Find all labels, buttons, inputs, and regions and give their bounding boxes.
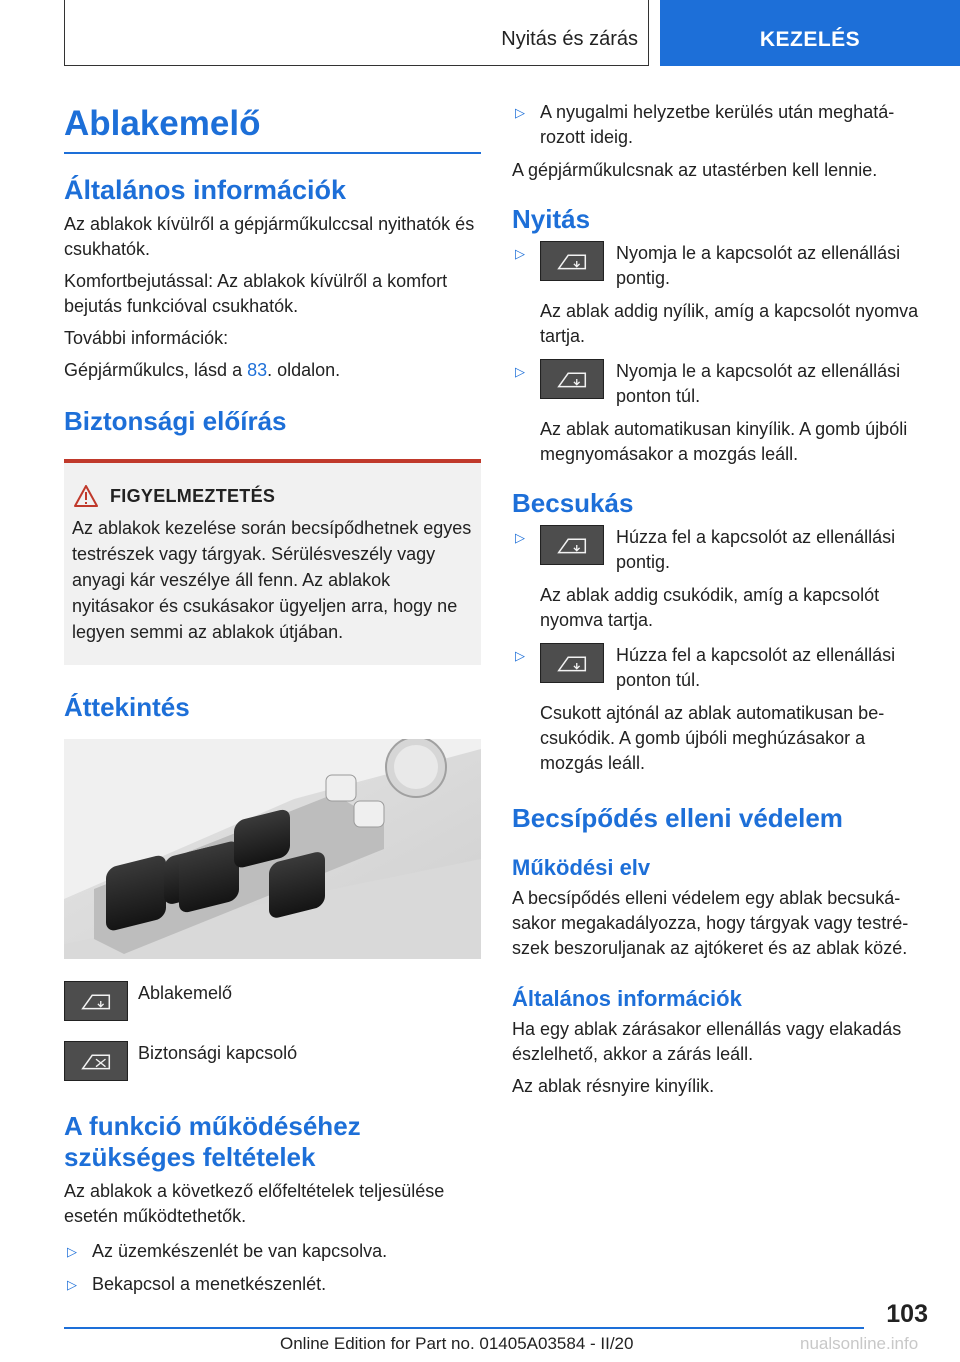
close-step-2-result-line3: mozgás leáll. <box>540 753 646 773</box>
page-title: Ablakemelő <box>64 100 481 154</box>
legend-window-lifter <box>64 981 481 1021</box>
open-step-1-text-line2: pontig. <box>616 268 671 288</box>
close-step-1-text-line1: Húzza fel a kapcsolót az ellenállási <box>616 527 896 547</box>
general-info-p2: Komfortbejutással: Az ablakok kívülről a komfort bejutás funkcióval csukhatók. <box>64 271 448 316</box>
close-step-1-main <box>540 525 932 575</box>
key-note: A gépjárműkulcsnak az utastérben kell lennie. <box>512 160 878 180</box>
requirement-item-3-line1: A nyugalmi helyzetbe kerülés után meghatá- <box>540 102 895 122</box>
warning-text: Az ablakok kezelése során becsípődhetnek egyes testrészek vagy tárgyak. Sérülésveszély vagy anyagi kár veszélye áll fenn. Az ablakok nyitásakor és csukásakor ügyeljen arra, hogy ne legyen semmi az ablakok útjában. <box>72 518 472 642</box>
open-step-2-text-line1: Nyomja le a kapcsolót az ellenállási <box>616 361 901 381</box>
safety-switch-icon <box>64 1041 128 1081</box>
requirement-item-3-line2: rozott ideig. <box>540 127 634 147</box>
requirements-heading <box>64 1111 481 1173</box>
window-lifter-icon <box>540 359 604 399</box>
requirement-item-3 <box>512 100 932 150</box>
close-step-1-result: Az ablak addig csukódik, amíg a kapcsolót nyomva tartja. <box>540 585 880 630</box>
opening-heading: Nyitás <box>512 204 591 234</box>
general-info-p3: További információk: <box>64 328 229 348</box>
general-info-heading: Általános információk <box>64 175 347 205</box>
window-lifter-icon <box>64 981 128 1021</box>
open-step-2-text-line2: ponton túl. <box>616 386 701 406</box>
footer-rule <box>64 1327 864 1329</box>
right-column <box>512 100 932 1099</box>
open-step-1-main <box>540 241 932 291</box>
close-step-1-content <box>540 525 932 633</box>
window-lifter-icon <box>540 525 604 565</box>
close-step-1-text-line2: pontig. <box>616 552 671 572</box>
warning-header <box>74 485 473 507</box>
open-step-2-result: Az ablak automatikusan kinyílik. A gomb újbóli megnyomásakor a mozgás leáll. <box>540 419 908 464</box>
general-info-2-p1: Ha egy ablak zárásakor ellenállás vagy elakadás észlelhető, akkor a zárás leáll. <box>512 1019 902 1064</box>
safety-heading: Biztonsági előírás <box>64 406 287 436</box>
general-info-p4 <box>64 358 481 383</box>
warning-title: FIGYELMEZTETÉS <box>110 485 276 506</box>
header-section-title: Nyitás és zárás <box>501 28 638 50</box>
close-step-2-text-line1: Húzza fel a kapcsolót az ellenállási <box>616 645 896 665</box>
warning-triangle-icon <box>74 485 98 507</box>
requirements-heading-line1: A funkció működéséhez <box>64 1111 361 1141</box>
page-number: 103 <box>886 1300 928 1328</box>
general-info-p4-suffix: . oldalon. <box>267 360 341 380</box>
legend-window-lifter-label: Ablakemelő <box>138 983 233 1003</box>
bullet-triangle-icon: ▷ <box>67 1277 77 1292</box>
open-step-2-text <box>616 359 932 409</box>
pinch-protection-heading: Becsípődés elleni védelem <box>512 803 843 833</box>
overview-heading: Áttekintés <box>64 692 190 722</box>
warning-box <box>64 459 481 665</box>
header-section-box <box>64 0 649 66</box>
open-step-1-text <box>616 241 932 291</box>
bullet-triangle-icon: ▷ <box>515 648 525 663</box>
requirements-text: Az ablakok a következő előfeltételek teljesülése esetén működtethetők. <box>64 1181 445 1226</box>
principle-text: A becsípődés elleni védelem egy ablak becsukásakor megakadályozza, hogy tárgyak vagy testrészek beszoruljanak az ajtókeret és az ablak közé. <box>512 888 909 958</box>
header-chapter-label: KEZELÉS <box>759 28 861 51</box>
bullet-triangle-icon: ▷ <box>67 1244 77 1259</box>
close-step-2-result-line2: csukódik. A gomb újbóli meghúzásakor a <box>540 728 866 748</box>
open-step-2 <box>512 359 932 467</box>
requirement-item-2 <box>64 1272 481 1297</box>
general-info-2-p2: Az ablak résnyire kinyílik. <box>512 1076 715 1096</box>
legend-safety-switch <box>64 1041 481 1081</box>
requirement-item-3-text <box>540 100 894 150</box>
window-lifter-icon <box>540 241 604 281</box>
close-step-2-main <box>540 643 932 693</box>
closing-heading: Becsukás <box>512 488 634 518</box>
bullet-triangle-icon: ▷ <box>515 364 525 379</box>
legend-safety-switch-label: Biztonsági kapcsoló <box>138 1043 298 1063</box>
principle-heading: Működési elv <box>512 855 651 880</box>
window-lifter-icon <box>540 643 604 683</box>
open-step-2-main <box>540 359 932 409</box>
page-reference-link[interactable]: 83 <box>247 360 268 380</box>
general-info-p1: Az ablakok kívülről a gépjárműkulccsal nyithatók és csukhatók. <box>64 214 475 259</box>
open-step-2-content <box>540 359 932 467</box>
open-step-1-content <box>540 241 932 349</box>
close-step-1-text <box>616 525 932 575</box>
close-step-2-content <box>540 643 932 776</box>
close-step-2 <box>512 643 932 776</box>
close-step-1 <box>512 525 932 633</box>
requirement-item-2-text: Bekapcsol a menetkészenlét. <box>92 1274 327 1294</box>
general-info-2-heading: Általános információk <box>512 986 742 1011</box>
close-step-2-result-line1: Csukott ajtónál az ablak automatikusan be- <box>540 703 885 723</box>
close-step-2-text-line2: ponton túl. <box>616 670 701 690</box>
footer-edition: Online Edition for Part no. 01405A03584 - II/20 <box>280 1334 634 1353</box>
requirement-item-1-text: Az üzemkészenlét be van kapcsolva. <box>92 1241 388 1261</box>
requirements-heading-line2: szükséges feltételek <box>64 1142 316 1172</box>
left-column <box>64 100 481 1297</box>
footer-watermark: nualsonline.info <box>800 1334 919 1353</box>
open-step-1 <box>512 241 932 349</box>
bullet-triangle-icon: ▷ <box>515 105 525 120</box>
bullet-triangle-icon: ▷ <box>515 246 525 261</box>
bullet-triangle-icon: ▷ <box>515 530 525 545</box>
header-chapter-tab <box>660 0 960 66</box>
window-switch-photo <box>64 739 481 959</box>
requirement-item-1 <box>64 1239 481 1264</box>
open-step-1-text-line1: Nyomja le a kapcsolót az ellenállási <box>616 243 901 263</box>
close-step-2-text <box>616 643 932 693</box>
close-step-2-result <box>540 701 932 776</box>
open-step-1-result: Az ablak addig nyílik, amíg a kapcsolót nyomva tartja. <box>540 301 919 346</box>
general-info-p4-text: Gépjárműkulcs, lásd a <box>64 360 248 380</box>
